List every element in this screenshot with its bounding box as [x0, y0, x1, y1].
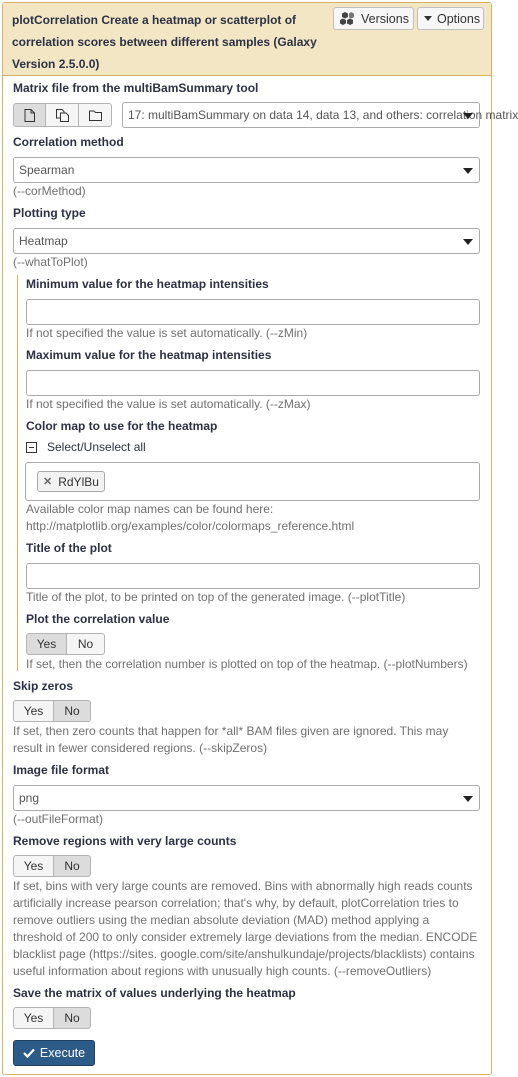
- plot-numbers-help: If set, then the correlation number is plotted on top of the heatmap. (--plotNumbers): [26, 657, 468, 671]
- remove-outliers-help-2: artificially increase pearson correlation; that's why, by default, plotCorrelation tries to: [13, 896, 459, 910]
- zmax-input[interactable]: [26, 370, 480, 396]
- image-format-select[interactable]: [13, 785, 480, 811]
- plot-title-help: Title of the plot, to be printed on top of the generated image. (--plotTitle): [26, 590, 406, 604]
- execute-label: Execute: [39, 1046, 86, 1060]
- remove-outliers-help-3: remove outliers using the median absolute deviation (MAD) method applying a: [13, 913, 430, 927]
- dataset-collection-button[interactable]: [79, 103, 112, 127]
- skip-zeros-toggle: [13, 700, 91, 722]
- save-matrix-yes[interactable]: Yes: [13, 1007, 54, 1029]
- skip-zeros-help-1: If set, then zero counts that happen for *all* BAM files given are ignored. This may: [13, 724, 449, 738]
- chevron-down-icon: [463, 239, 473, 245]
- zmin-help: If not specified the value is set automatically. (--zMin): [26, 326, 308, 340]
- zmax-help: If not specified the value is set automatically. (--zMax): [26, 397, 311, 411]
- matrix-file-value: 17: multiBamSummary on data 14, data 13, and others: correlation matrix: [128, 108, 518, 122]
- skip-zeros-no[interactable]: No: [54, 700, 91, 722]
- versions-label: Versions: [361, 11, 409, 26]
- save-matrix-toggle: [13, 1007, 91, 1029]
- tool-title: plotCorrelation Create a heatmap or scatterplot of correlation scores between different samples (Galaxy Version 2.5.0.0): [12, 13, 317, 71]
- plotting-type-value: Heatmap: [19, 234, 68, 248]
- remove-outliers-no[interactable]: No: [54, 855, 91, 877]
- skip-zeros-yes[interactable]: Yes: [13, 700, 54, 722]
- minus-square-icon: [26, 442, 37, 453]
- plot-title-input[interactable]: [26, 563, 480, 589]
- colormap-tag-label: RdYlBu: [58, 474, 99, 489]
- zmax-label: Maximum value for the heatmap intensities: [26, 348, 272, 362]
- plotting-type-select[interactable]: [13, 228, 480, 254]
- matrix-file-label: Matrix file from the multiBamSummary tool: [13, 81, 259, 95]
- chevron-down-icon: [463, 168, 473, 174]
- correlation-method-label: Correlation method: [13, 135, 124, 149]
- colormap-tag: [37, 471, 105, 492]
- zmin-label: Minimum value for the heatmap intensities: [26, 277, 269, 291]
- remove-outliers-help-6: useful information about regions with unusually high counts. (--removeOutliers): [13, 964, 432, 978]
- image-format-help: (--outFileFormat): [13, 812, 104, 826]
- plot-numbers-label: Plot the correlation value: [26, 612, 170, 626]
- cubes-icon: [340, 12, 356, 25]
- plot-title-label: Title of the plot: [26, 541, 112, 555]
- chevron-down-icon: [463, 796, 473, 802]
- matrix-file-select[interactable]: [122, 102, 518, 128]
- conditional-section-rule: [17, 275, 18, 671]
- image-format-label: Image file format: [13, 763, 110, 777]
- colormap-label: Color map to use for the heatmap: [26, 419, 218, 433]
- plot-numbers-toggle: [26, 633, 105, 655]
- remove-tag-icon[interactable]: ✕: [43, 476, 53, 488]
- tool-header: [3, 3, 491, 76]
- remove-outliers-yes[interactable]: Yes: [13, 855, 54, 877]
- save-matrix-label: Save the matrix of values underlying the heatmap: [13, 986, 296, 1000]
- multiple-datasets-button[interactable]: [46, 103, 79, 127]
- correlation-method-value: Spearman: [19, 163, 75, 177]
- file-icon: [24, 109, 35, 122]
- folder-icon: [89, 110, 102, 121]
- correlation-method-help: (--corMethod): [13, 184, 86, 198]
- remove-outliers-help-5: blacklist page (https://sites. google.com/site/anshulkundaje/projects/blacklists) contains: [13, 947, 475, 961]
- colormap-help-2: http://matplotlib.org/examples/color/colormaps_reference.html: [26, 519, 355, 533]
- plotting-type-help: (--whatToPlot): [13, 255, 88, 269]
- data-source-buttons: [13, 103, 112, 127]
- correlation-method-select[interactable]: [13, 157, 480, 183]
- check-icon: [23, 1048, 35, 1058]
- remove-outliers-help-1: If set, bins with very large counts are removed. Bins with abnormally high reads counts: [13, 879, 473, 893]
- options-label: Options: [437, 11, 481, 26]
- colormap-help-1: Available color map names can be found here:: [26, 502, 274, 516]
- select-all-toggle[interactable]: [26, 440, 146, 454]
- plotting-type-label: Plotting type: [13, 206, 86, 220]
- chevron-down-icon: [463, 113, 473, 119]
- remove-outliers-toggle: [13, 855, 91, 877]
- execute-button[interactable]: [13, 1040, 95, 1066]
- remove-outliers-label: Remove regions with very large counts: [13, 834, 237, 848]
- save-matrix-no[interactable]: No: [54, 1007, 91, 1029]
- remove-outliers-help-4: threshold of 200 to only consider extremely large deviations from the median. ENCODE: [13, 930, 478, 944]
- plot-numbers-yes[interactable]: Yes: [26, 633, 67, 655]
- zmin-input[interactable]: [26, 299, 480, 325]
- colormap-multiselect[interactable]: [25, 462, 480, 501]
- plot-numbers-no[interactable]: No: [67, 633, 105, 655]
- skip-zeros-label: Skip zeros: [13, 679, 74, 693]
- skip-zeros-help-2: result in fewer considered regions. (--skipZeros): [13, 741, 268, 755]
- files-icon: [56, 109, 69, 122]
- options-button[interactable]: [417, 7, 484, 30]
- single-dataset-button[interactable]: [13, 103, 46, 127]
- caret-down-icon: [424, 16, 432, 22]
- image-format-value: png: [19, 791, 40, 805]
- versions-button[interactable]: [333, 7, 414, 30]
- select-all-label: Select/Unselect all: [47, 440, 146, 454]
